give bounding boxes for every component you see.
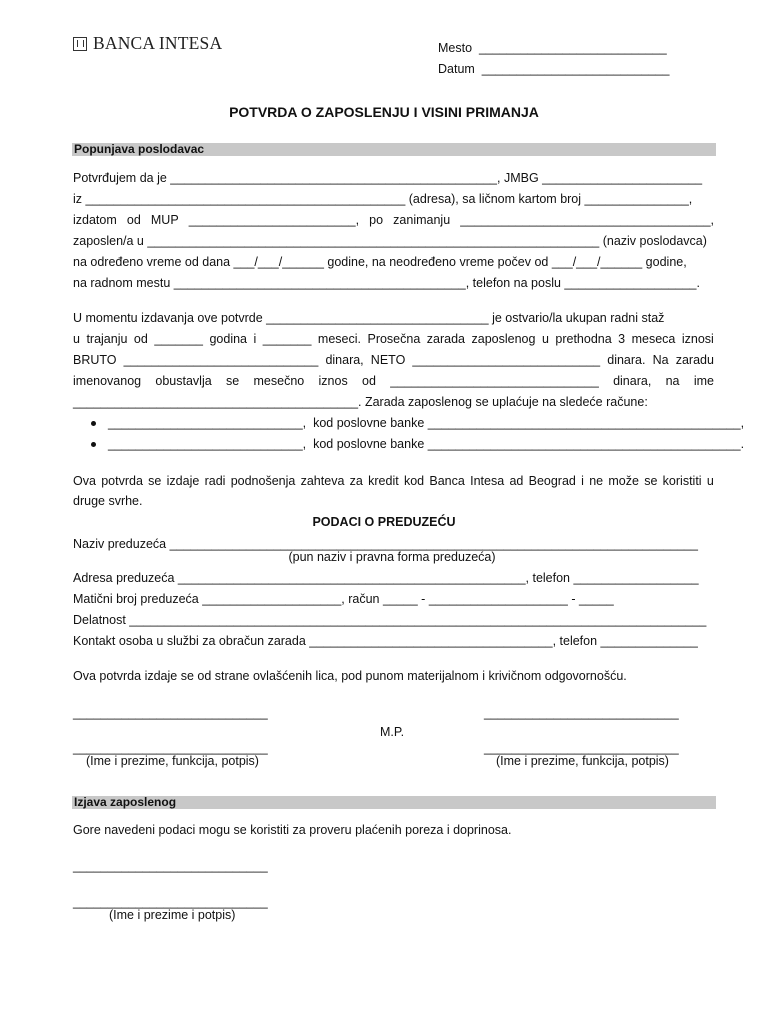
- purpose-word: se: [148, 474, 162, 488]
- signature-line-left[interactable]: ____________________________: [73, 706, 268, 720]
- form-line[interactable]: [73, 192, 714, 207]
- form-line-text: Prosečna: [367, 332, 421, 346]
- purpose-word: i: [581, 474, 584, 488]
- logo-text: BANCA INTESA: [93, 33, 223, 53]
- form-line-text: NETO: [370, 353, 406, 367]
- account-line[interactable]: ____________________________, kod poslovne banke _____________________________________________.: [108, 437, 745, 451]
- purpose-word: ad: [509, 474, 524, 488]
- form-line-text: ______________________________: [390, 374, 599, 388]
- purpose-word: zahteva: [300, 474, 345, 488]
- form-line-text: zaradu: [675, 353, 714, 367]
- stamp-label: M.P.: [379, 725, 405, 739]
- document-title: POTVRDA O ZAPOSLENJU I VISINI PRIMANJA: [229, 104, 539, 120]
- signature-line-right[interactable]: ____________________________: [484, 706, 679, 720]
- form-line-text: meseci.: [317, 332, 361, 346]
- company-activity-field[interactable]: Delatnost ___________________________________________________________________________________: [73, 613, 707, 627]
- form-line[interactable]: [73, 311, 714, 326]
- company-name-hint: (pun naziv i pravna forma preduzeća): [288, 550, 496, 564]
- purpose-word: izdaje: [166, 474, 200, 488]
- form-line-text: izdatom: [73, 213, 117, 227]
- account-line[interactable]: ____________________________, kod poslovne banke _____________________________________________,: [108, 416, 745, 430]
- section-header-employer: Popunjava poslodavac: [72, 143, 716, 156]
- purpose-word: za: [349, 474, 363, 488]
- form-line-text: godina: [209, 332, 248, 346]
- purpose-word: kod: [403, 474, 425, 488]
- form-line-text: od: [126, 213, 141, 227]
- form-line-text: u: [541, 332, 549, 346]
- payroll-contact-field[interactable]: Kontakt osoba u službi za obračun zarada ___________________________________, telefon ______________: [73, 634, 698, 648]
- purpose-word: kredit: [368, 474, 399, 488]
- purpose-word: ne: [589, 474, 604, 488]
- form-line-text: _________________________________________. Zarada zaposlenog se uplaćuje na sledeće račune:: [73, 395, 648, 409]
- form-line-text: zaposlenog: [471, 332, 536, 346]
- form-line-text: ___________________________: [412, 353, 601, 367]
- purpose-word: potvrda: [101, 474, 143, 488]
- purpose-word: koristiti: [662, 474, 702, 488]
- form-line-text: Na: [652, 353, 669, 367]
- form-line-text: iznosi: [681, 332, 714, 346]
- form-line-text: trajanju: [86, 332, 128, 346]
- logo-mark-icon: [73, 37, 87, 51]
- form-line[interactable]: [73, 395, 714, 410]
- form-line-text: na određeno vreme od dana ___/___/______ godine, na neodređeno vreme počev od ___/___/______ godine,: [73, 255, 687, 269]
- name-line-left[interactable]: ____________________________: [73, 741, 268, 755]
- company-address-field[interactable]: Adresa preduzeća __________________________________________________, telefon __________________: [73, 571, 699, 585]
- form-line-text: meseca: [631, 332, 676, 346]
- employee-name-line[interactable]: ____________________________: [73, 895, 268, 909]
- form-line-text: 3: [618, 332, 626, 346]
- company-name-field[interactable]: Naziv preduzeća ____________________________________________________________________________: [73, 537, 698, 551]
- form-line-text: _______: [154, 332, 203, 346]
- form-line-text: MUP: [150, 213, 179, 227]
- form-line[interactable]: [73, 332, 714, 347]
- bullet-icon: [91, 421, 96, 426]
- form-line-text: dinara.: [607, 353, 646, 367]
- form-line[interactable]: [73, 374, 714, 389]
- company-registration-field[interactable]: Matični broj preduzeća ____________________, račun _____ - ____________________ - _____: [73, 592, 614, 606]
- form-line-text: zanimanju: [393, 213, 451, 227]
- form-line-text: se: [226, 374, 240, 388]
- liability-statement: Ova potvrda izdaje se od strane ovlašćenih lica, pod punom materijalnom i krivičnom odgovornošću.: [73, 669, 627, 683]
- form-line-text: iznos: [318, 374, 348, 388]
- form-line-text: od: [133, 332, 148, 346]
- form-line-text: zarada: [426, 332, 466, 346]
- form-line-text: ____________________________________,: [460, 213, 714, 227]
- purpose-text: [73, 474, 714, 489]
- form-line-text: imenovanog: [73, 374, 142, 388]
- purpose-word: u: [706, 474, 714, 488]
- form-line-text: i: [253, 332, 257, 346]
- form-line-text: ime: [693, 374, 714, 388]
- company-section-title: PODACI O PREDUZEĆU: [312, 515, 456, 529]
- signature-caption-right: (Ime i prezime, funkcija, potpis): [496, 754, 669, 768]
- purpose-word: Ova: [73, 474, 96, 488]
- name-line-right[interactable]: ____________________________: [484, 741, 679, 755]
- form-line-text: u: [73, 332, 80, 346]
- signature-caption-left: (Ime i prezime, funkcija, potpis): [86, 754, 259, 768]
- section-header-employee: Izjava zaposlenog: [72, 796, 716, 809]
- purpose-word: se: [644, 474, 658, 488]
- form-line-text: zaposlen/a u _________________________________________________________________ (naziv poslodavca): [73, 234, 707, 248]
- purpose-text-end: druge svrhe.: [73, 494, 143, 508]
- form-line[interactable]: [73, 255, 714, 270]
- employee-statement: Gore navedeni podaci mogu se koristiti za proveru plaćenih poreza i doprinosa.: [73, 823, 512, 837]
- bullet-icon: [91, 442, 96, 447]
- purpose-word: Beograd: [528, 474, 576, 488]
- form-line-text: iz ______________________________________________ (adresa), sa ličnom kartom broj _______________,: [73, 192, 693, 206]
- form-line[interactable]: [73, 213, 714, 228]
- form-line-text: na: [665, 374, 680, 388]
- form-line-text: ________________________,: [188, 213, 360, 227]
- form-line-text: prethodna: [555, 332, 612, 346]
- form-line-text: ____________________________: [123, 353, 319, 367]
- purpose-word: podnošenja: [230, 474, 296, 488]
- bank-logo: [73, 33, 222, 54]
- form-line-text: U momentu izdavanja ove potvrde ________________________________ je ostvario/la ukupan radni staž: [73, 311, 665, 325]
- employee-signature-caption: (Ime i prezime i potpis): [109, 908, 236, 922]
- form-line[interactable]: [73, 234, 714, 249]
- form-line-text: obustavlja: [155, 374, 212, 388]
- purpose-word: Banca: [429, 474, 465, 488]
- form-line-text: po: [369, 213, 384, 227]
- date-field[interactable]: Datum ___________________________: [438, 62, 670, 76]
- form-line-text: od: [362, 374, 376, 388]
- form-line-text: _______: [262, 332, 312, 346]
- form-line-text: BRUTO: [73, 353, 117, 367]
- purpose-word: može: [608, 474, 639, 488]
- purpose-word: Intesa: [470, 474, 505, 488]
- form-line[interactable]: [73, 171, 714, 186]
- form-line-text: na radnom mestu __________________________________________, telefon na poslu ___________________.: [73, 276, 700, 290]
- form-line-text: mesečno: [253, 374, 305, 388]
- place-field[interactable]: Mesto ___________________________: [438, 41, 667, 55]
- form-line[interactable]: [73, 353, 714, 368]
- form-line-text: Potvrđujem da je _______________________________________________, JMBG _______________________: [73, 171, 703, 185]
- purpose-word: radi: [204, 474, 226, 488]
- form-line-text: dinara,: [325, 353, 364, 367]
- employee-signature-line[interactable]: ____________________________: [73, 859, 268, 873]
- form-line-text: dinara,: [613, 374, 652, 388]
- form-line[interactable]: [73, 276, 714, 291]
